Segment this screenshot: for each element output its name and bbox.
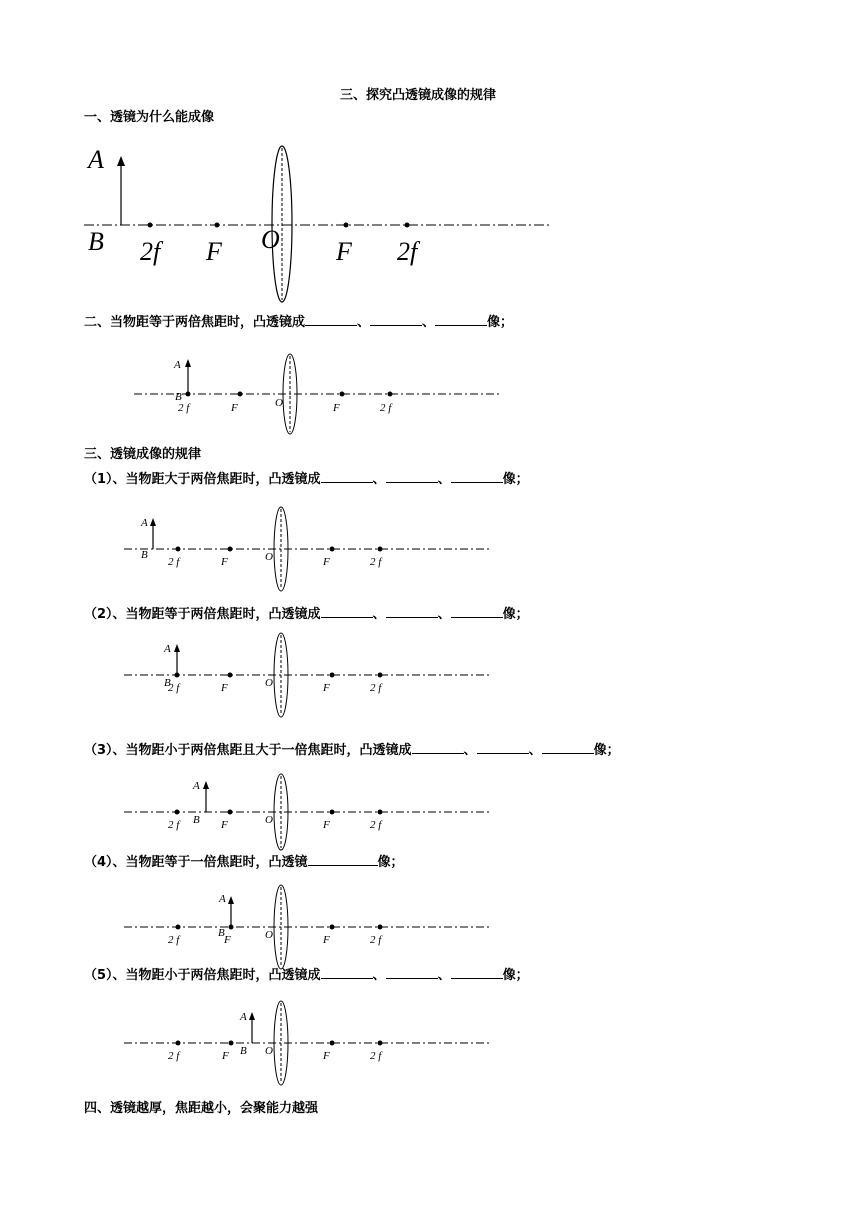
point-label: F bbox=[323, 682, 330, 694]
point-label: F bbox=[224, 934, 231, 946]
item-5-question: （5）、当物距小于两倍焦距时，凸透镜成 、 、 像； bbox=[84, 968, 529, 983]
focal-point bbox=[238, 392, 243, 397]
point-label: B bbox=[193, 814, 200, 826]
point-label: B bbox=[164, 677, 171, 689]
section-1-heading: 一、透镜为什么能成像 bbox=[84, 110, 215, 125]
point-label: 2 f bbox=[370, 1050, 382, 1062]
arrowhead bbox=[174, 644, 180, 652]
focal-point bbox=[330, 1041, 335, 1046]
point-label: O bbox=[265, 551, 273, 563]
point-label: F bbox=[221, 682, 228, 694]
focal-point bbox=[176, 547, 181, 552]
point-label: 2 f bbox=[168, 556, 180, 568]
focal-point bbox=[340, 392, 345, 397]
focal-point bbox=[330, 673, 335, 678]
point-label: B bbox=[240, 1045, 247, 1057]
point-label: O bbox=[265, 814, 273, 826]
label-2f-right: 2f bbox=[397, 237, 418, 266]
answer-blank-2[interactable] bbox=[386, 470, 438, 483]
point-label: F bbox=[221, 819, 228, 831]
point-label: F bbox=[323, 819, 330, 831]
focal-point bbox=[330, 810, 335, 815]
section-2-question: 二、当物距等于两倍焦距时，凸透镜成 、 、 像； bbox=[84, 315, 514, 330]
point-label: A bbox=[141, 517, 148, 529]
point-label: O bbox=[265, 677, 273, 689]
object-arrowhead bbox=[117, 156, 125, 166]
point-label: A bbox=[193, 780, 200, 792]
lens-diagram-item-2 bbox=[0, 626, 860, 726]
focal-point bbox=[176, 925, 181, 930]
point-label: 2 f bbox=[168, 1050, 180, 1062]
focal-point bbox=[378, 547, 383, 552]
point-label: A bbox=[240, 1011, 247, 1023]
point-label: 2 f bbox=[370, 556, 382, 568]
point-label: B bbox=[141, 549, 148, 561]
point-label: F bbox=[323, 1050, 330, 1062]
label-2f-left: 2f bbox=[140, 237, 161, 266]
answer-blank-1[interactable] bbox=[321, 605, 373, 618]
answer-blank-1[interactable] bbox=[308, 853, 378, 866]
arrowhead bbox=[203, 781, 209, 789]
item-2-question: （2）、当物距等于两倍焦距时，凸透镜成 、 、 像； bbox=[84, 607, 529, 622]
focal-point bbox=[378, 673, 383, 678]
section-3-heading: 三、透镜成像的规律 bbox=[84, 447, 202, 462]
lens-diagram-main bbox=[0, 140, 860, 310]
point-label: A bbox=[164, 643, 171, 655]
point-label: 2 f bbox=[370, 682, 382, 694]
point-label: B bbox=[175, 391, 182, 403]
point-label: 2 f bbox=[370, 819, 382, 831]
point-label: A bbox=[219, 893, 226, 905]
point-label: 2 f bbox=[178, 402, 190, 414]
answer-blank-1[interactable] bbox=[321, 470, 373, 483]
arrowhead bbox=[249, 1012, 255, 1020]
lens-diagram-item-1 bbox=[0, 500, 860, 600]
arrowhead bbox=[150, 518, 156, 526]
focal-point bbox=[378, 810, 383, 815]
focal-point bbox=[228, 547, 233, 552]
item-3-question: （3）、当物距小于两倍焦距且大于一倍焦距时，凸透镜成 、 、 像； bbox=[84, 743, 620, 758]
point-label: F bbox=[221, 556, 228, 568]
focal-point bbox=[378, 1041, 383, 1046]
answer-blank-2[interactable] bbox=[386, 605, 438, 618]
lens-diagram-item-4 bbox=[0, 878, 860, 973]
point-label: 2 f bbox=[168, 934, 180, 946]
answer-blank-1[interactable] bbox=[305, 313, 357, 326]
point-label: F bbox=[231, 402, 238, 414]
answer-blank-1[interactable] bbox=[412, 741, 464, 754]
focal-point bbox=[175, 673, 180, 678]
arrowhead bbox=[228, 896, 234, 904]
focal-point bbox=[228, 673, 233, 678]
label-a: A bbox=[88, 145, 104, 174]
answer-blank-2[interactable] bbox=[386, 966, 438, 979]
lens-diagram-s2 bbox=[0, 346, 860, 441]
point-label: F bbox=[323, 556, 330, 568]
focal-point bbox=[330, 925, 335, 930]
point-label: A bbox=[174, 359, 181, 371]
point-label: 2 f bbox=[380, 402, 392, 414]
focal-point bbox=[388, 392, 393, 397]
point-2f-right bbox=[405, 223, 410, 228]
focal-point bbox=[229, 925, 234, 930]
lens-diagram-item-5 bbox=[0, 994, 860, 1094]
point-label: 2 f bbox=[370, 934, 382, 946]
page-title: 三、探究凸透镜成像的规律 bbox=[340, 88, 497, 103]
answer-blank-3[interactable] bbox=[451, 966, 503, 979]
focal-point bbox=[378, 925, 383, 930]
answer-blank-3[interactable] bbox=[451, 605, 503, 618]
label-b: B bbox=[88, 227, 104, 256]
label-f-left: F bbox=[206, 237, 222, 266]
label-o: O bbox=[261, 225, 280, 254]
point-label: B bbox=[218, 927, 225, 939]
focal-point bbox=[175, 810, 180, 815]
point-label: F bbox=[323, 934, 330, 946]
item-4-question: （4）、当物距等于一倍焦距时，凸透镜 像； bbox=[84, 855, 404, 870]
point-label: O bbox=[265, 1045, 273, 1057]
lens-diagram-item-3 bbox=[0, 763, 860, 853]
answer-blank-3[interactable] bbox=[451, 470, 503, 483]
point-label: O bbox=[275, 397, 283, 409]
focal-point bbox=[228, 810, 233, 815]
answer-blank-2[interactable] bbox=[477, 741, 529, 754]
point-f-right bbox=[344, 223, 349, 228]
focal-point bbox=[176, 1041, 181, 1046]
label-f-right: F bbox=[336, 237, 352, 266]
point-label: F bbox=[333, 402, 340, 414]
item-1-question: （1）、当物距大于两倍焦距时，凸透镜成 、 、 像； bbox=[84, 472, 529, 487]
point-f-left bbox=[215, 223, 220, 228]
focal-point bbox=[229, 1041, 234, 1046]
answer-blank-2[interactable] bbox=[370, 313, 422, 326]
focal-point bbox=[186, 392, 191, 397]
question-text: 二、当物距等于两倍焦距时，凸透镜成 bbox=[84, 315, 306, 330]
point-label: O bbox=[265, 929, 273, 941]
point-2f-left bbox=[148, 223, 153, 228]
point-label: F bbox=[222, 1050, 229, 1062]
answer-blank-3[interactable] bbox=[542, 741, 594, 754]
arrowhead bbox=[185, 359, 191, 367]
focal-point bbox=[330, 547, 335, 552]
answer-blank-3[interactable] bbox=[435, 313, 487, 326]
point-label: 2 f bbox=[168, 819, 180, 831]
answer-blank-1[interactable] bbox=[321, 966, 373, 979]
section-4-heading: 四、透镜越厚，焦距越小，会聚能力越强 bbox=[84, 1101, 319, 1116]
point-label: 2 f bbox=[168, 682, 180, 694]
